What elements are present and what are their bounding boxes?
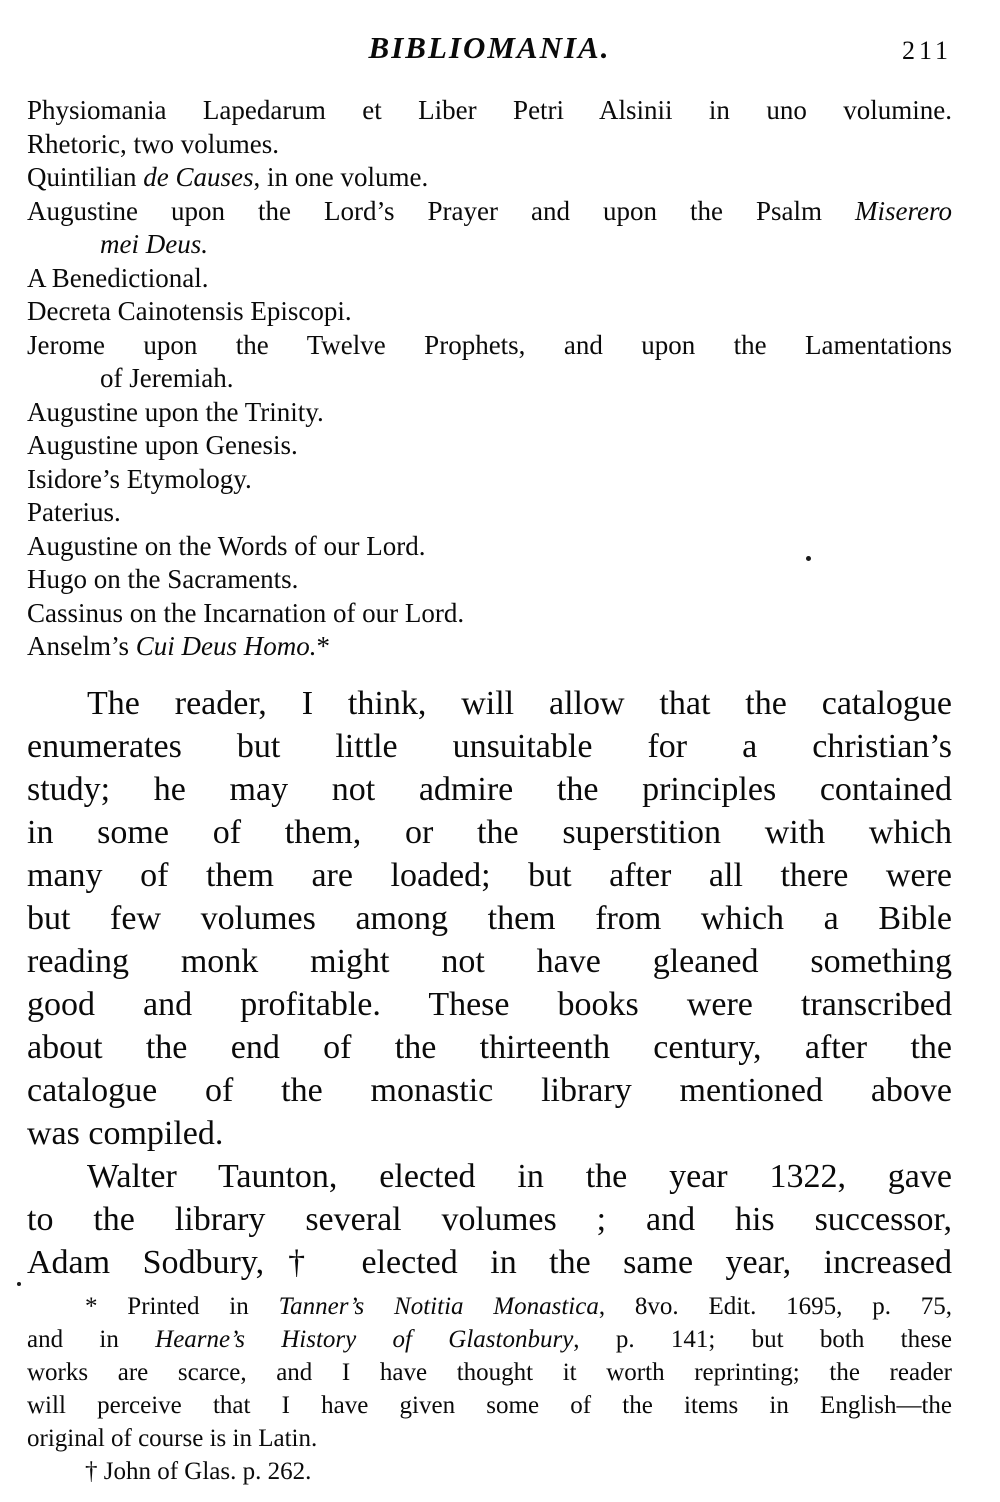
footnotes [27,1290,952,1488]
catalogue-line: Augustine on the Words of our Lord. [27,530,426,561]
catalogue-line: Paterius. [27,497,121,527]
body-line: to the library several volumes ; and his successor, [27,1200,952,1238]
footnote-line: and in Hearne’s History of Glastonbury, p. 141; but both these [27,1325,952,1353]
catalogue-line-continuation: mei Deus. [100,229,208,259]
body-line: catalogue of the monastic library mentioned above [27,1071,952,1109]
catalogue-line: Physiomania Lapedarum et Liber Petri Alsinii in uno volumine. [27,95,952,125]
running-title: BIBLIOMANIA. [368,30,611,65]
scan-speck [17,1282,21,1286]
footnote-line: will perceive that I have given some of the items in English—the [27,1391,952,1419]
body-line: was compiled. [27,1114,224,1152]
catalogue-line-continuation: of Jeremiah. [100,363,234,393]
catalogue-line: Anselm’s Cui Deus Homo.* [27,631,331,661]
body-line: in some of them, or the superstition with which [27,813,952,851]
catalogue-line: Jerome upon the Twelve Prophets, and upon the Lamentations [27,329,952,360]
main-text [27,682,952,1284]
catalogue-line: Rhetoric, two volumes. [27,128,279,159]
body-line: about the end of the thirteenth century, after the [27,1028,952,1066]
body-line: The reader, I think, will allow that the catalogue [87,684,952,722]
body-line: many of them are loaded; but after all there were [27,856,952,894]
catalogue-list [27,94,952,664]
catalogue-line: Augustine upon the Lord’s Prayer and upon the Psalm Miserero [27,195,952,226]
page-number: 211 [901,36,952,65]
footnote-line: † John of Glas. p. 262. [85,1457,312,1485]
catalogue-line: Isidore’s Etymology. [27,463,252,494]
catalogue-line: A Benedictional. [27,262,209,293]
body-line: study; he may not admire the principles contained [27,770,952,808]
catalogue-line: Decreta Cainotensis Episcopi. [27,296,352,326]
catalogue-line: Hugo on the Sacraments. [27,564,299,594]
body-line: good and profitable. These books were transcribed [27,985,952,1023]
footnote-line: original of course is in Latin. [27,1424,318,1452]
body-line: enumerates but little unsuitable for a christian’s [27,727,952,765]
catalogue-line: Cassinus on the Incarnation of our Lord. [27,597,465,628]
body-line: but few volumes among them from which a Bible [27,899,952,937]
catalogue-line: Augustine upon Genesis. [27,430,298,460]
footnote-line: * Printed in Tanner’s Notitia Monastica, 8vo. Edit. 1695, p. 75, [85,1292,952,1320]
body-line: reading monk might not have gleaned something [27,942,952,980]
catalogue-line: Augustine upon the Trinity. [27,396,324,427]
scan-speck [806,556,811,561]
catalogue-line: Quintilian de Causes, in one volume. [27,162,429,192]
body-line: Walter Taunton, elected in the year 1322, gave [87,1157,952,1195]
body-line: Adam Sodbury,† elected in the same year, increased [27,1243,952,1281]
page-header [27,0,952,68]
footnote-line: works are scarce, and I have thought it worth reprinting; the reader [27,1358,952,1386]
